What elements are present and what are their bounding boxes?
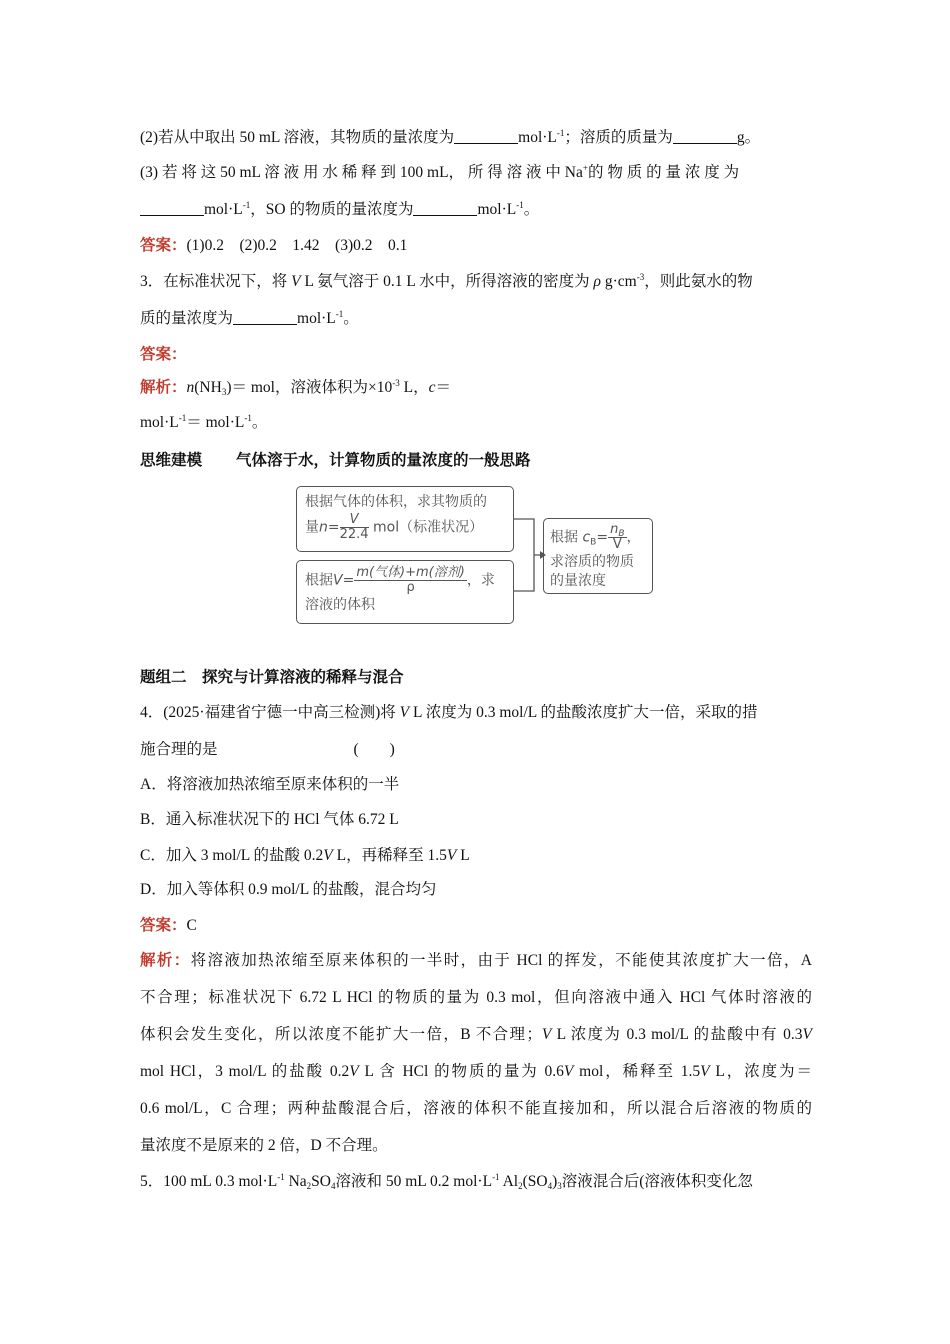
q5-line1: 5．100 mL 0.3 $mol\cdot L^{-1}$ $Na_2SO_4$溶液和 50 mL 0.2 $mol\cdot L^{-1}$ $Al_2(SO_4)_3$溶液混合后(溶液体积变化忽 bbox=[140, 1172, 753, 1191]
q2-answer: 答案：(1)0.2 (2)0.2 1.42 (3)0.2 0.1 bbox=[140, 237, 408, 254]
formula-n: $\frac{V}{22.4}$ bbox=[339, 512, 369, 542]
q4-analysis-line3: 体积会发生变化，所以浓度不能扩大一倍，B 不合理；V L 浓度为 0.3 mol/L 的盐酸中有 0.3V bbox=[140, 1026, 812, 1043]
q4-answer: 答案：C bbox=[140, 917, 197, 934]
q2-part2-text: (2)若从中取出 50 mL 溶液，其物质的量浓度为 bbox=[140, 129, 455, 146]
answer-blank bbox=[140, 201, 204, 216]
q3-line2: 质的量浓度为 $mol\cdot L^{-1}$。 bbox=[140, 309, 359, 327]
q3-answer bbox=[140, 345, 812, 365]
formula-v: $\frac{\text{m(气体)+m(溶剂)}}{\rho}$ bbox=[356, 565, 465, 595]
answer-blank bbox=[454, 129, 518, 144]
q4-analysis-line6: 量浓度不是原来的 2 倍，D 不合理。 bbox=[140, 1137, 388, 1154]
box-solution-volume: 根据V= $\frac{\text{m(气体)+m(溶剂)}}{\rho}$ ，求 溶液的体积 bbox=[296, 560, 514, 624]
q2-part3-line2: $mol\cdot L^{-1}$，SO 的物质的量浓度为 $mol\cdot L^{-1}$。 bbox=[140, 200, 812, 220]
analysis-label: 解析： bbox=[140, 379, 187, 396]
q4-analysis-line2: 不合理；标准状况下 6.72 L HCl 的物质的量为 0.3 mol，但向溶液中通入 HCl 气体时溶液的 bbox=[140, 989, 812, 1006]
answer-label: 答案： bbox=[140, 917, 187, 934]
answer-blank bbox=[673, 129, 737, 144]
answer-blank bbox=[233, 310, 297, 325]
q2-part3-line1: (3) 若 将 这 50 mL 溶 液 用 水 稀 释 到 100 mL， 所 得 溶 液 中 Na+的 物 质 的 量 浓 度 为 bbox=[140, 163, 740, 181]
formula-c: $\frac{n_B}{V}$ bbox=[610, 522, 625, 552]
answer-blank bbox=[413, 201, 477, 216]
box-gas-volume: 根据气体的体积，求其物质的 量n= $\frac{V}{22.4}$ mol（标准状况） bbox=[296, 486, 514, 552]
q4-option-c: C．加入 3 mol/L 的盐酸 0.2V L，再稀释至 1.5V L bbox=[140, 847, 470, 864]
q4-option-a: A．将溶液加热浓缩至原来体积的一半 bbox=[140, 776, 400, 793]
q3-line1: 3．在标准状况下，将 V L 氨气溶于 0.1 L 水中，所得溶液的密度为 ρ $g\cdot cm^{-3}$，则此氨水的物 bbox=[140, 272, 753, 290]
answer-paren: ( ) bbox=[353, 741, 395, 758]
q4-analysis-line4: mol HCl，3 mol/L 的盐酸 0.2V L 含 HCl 的物质的量为 0.6V mol，稀释至 1.5V L，浓度为＝ bbox=[140, 1063, 813, 1080]
q4-line1: 4．(2025·福建省宁德一中高三检测)将 V L 浓度为 0.3 mol/L 的盐酸浓度扩大一倍，采取的措 bbox=[140, 704, 758, 721]
analysis-label: 解析： bbox=[140, 952, 191, 969]
group2-title: 题组二 探究与计算溶液的稀释与混合 bbox=[140, 669, 404, 686]
q3-analysis-line2: $mol\cdot L^{-1}= mol\cdot L^{-1}$。 bbox=[140, 413, 268, 431]
model-label: 思维建模 bbox=[140, 452, 203, 469]
q3-analysis-line1: 解析：$n(NH_3)=$ mol，溶液体积为$\times 10^{-3}$ L，c＝ bbox=[140, 378, 451, 397]
q4-line2: 施合理的是 ( ) bbox=[140, 741, 395, 758]
model-heading bbox=[140, 451, 812, 471]
q2-part2-line: (2)若从中取出 50 mL 溶液，其物质的量浓度为 $mol\cdot L^{-1}$；溶质的质量为 g。 bbox=[140, 128, 761, 146]
answer-label: 答案： bbox=[140, 346, 187, 363]
model-title: 气体溶于水，计算物质的量浓度的一般思路 bbox=[236, 452, 531, 469]
q4-analysis-line5: 0.6 mol/L，C 合理；两种盐酸混合后，溶液的体积不能直接加和，所以混合后溶液的物质的 bbox=[140, 1100, 812, 1117]
q4-option-d: D．加入等体积 0.9 mol/L 的盐酸，混合均匀 bbox=[140, 881, 437, 898]
q4-option-b: B．通入标准状况下的 HCl 气体 6.72 L bbox=[140, 811, 399, 828]
connector-lines bbox=[514, 515, 546, 595]
connector-path bbox=[514, 519, 542, 591]
box-concentration: 根据 $c_B=$ $\frac{n_B}{V}$ ， 求溶质的物质 的量浓度 bbox=[543, 518, 653, 594]
answer-label: 答案： bbox=[140, 237, 187, 254]
q4-analysis-line1: 解析：将溶液加热浓缩至原来体积的一半时，由于 HCl 的挥发，不能使其浓度扩大一倍，A bbox=[140, 952, 812, 969]
